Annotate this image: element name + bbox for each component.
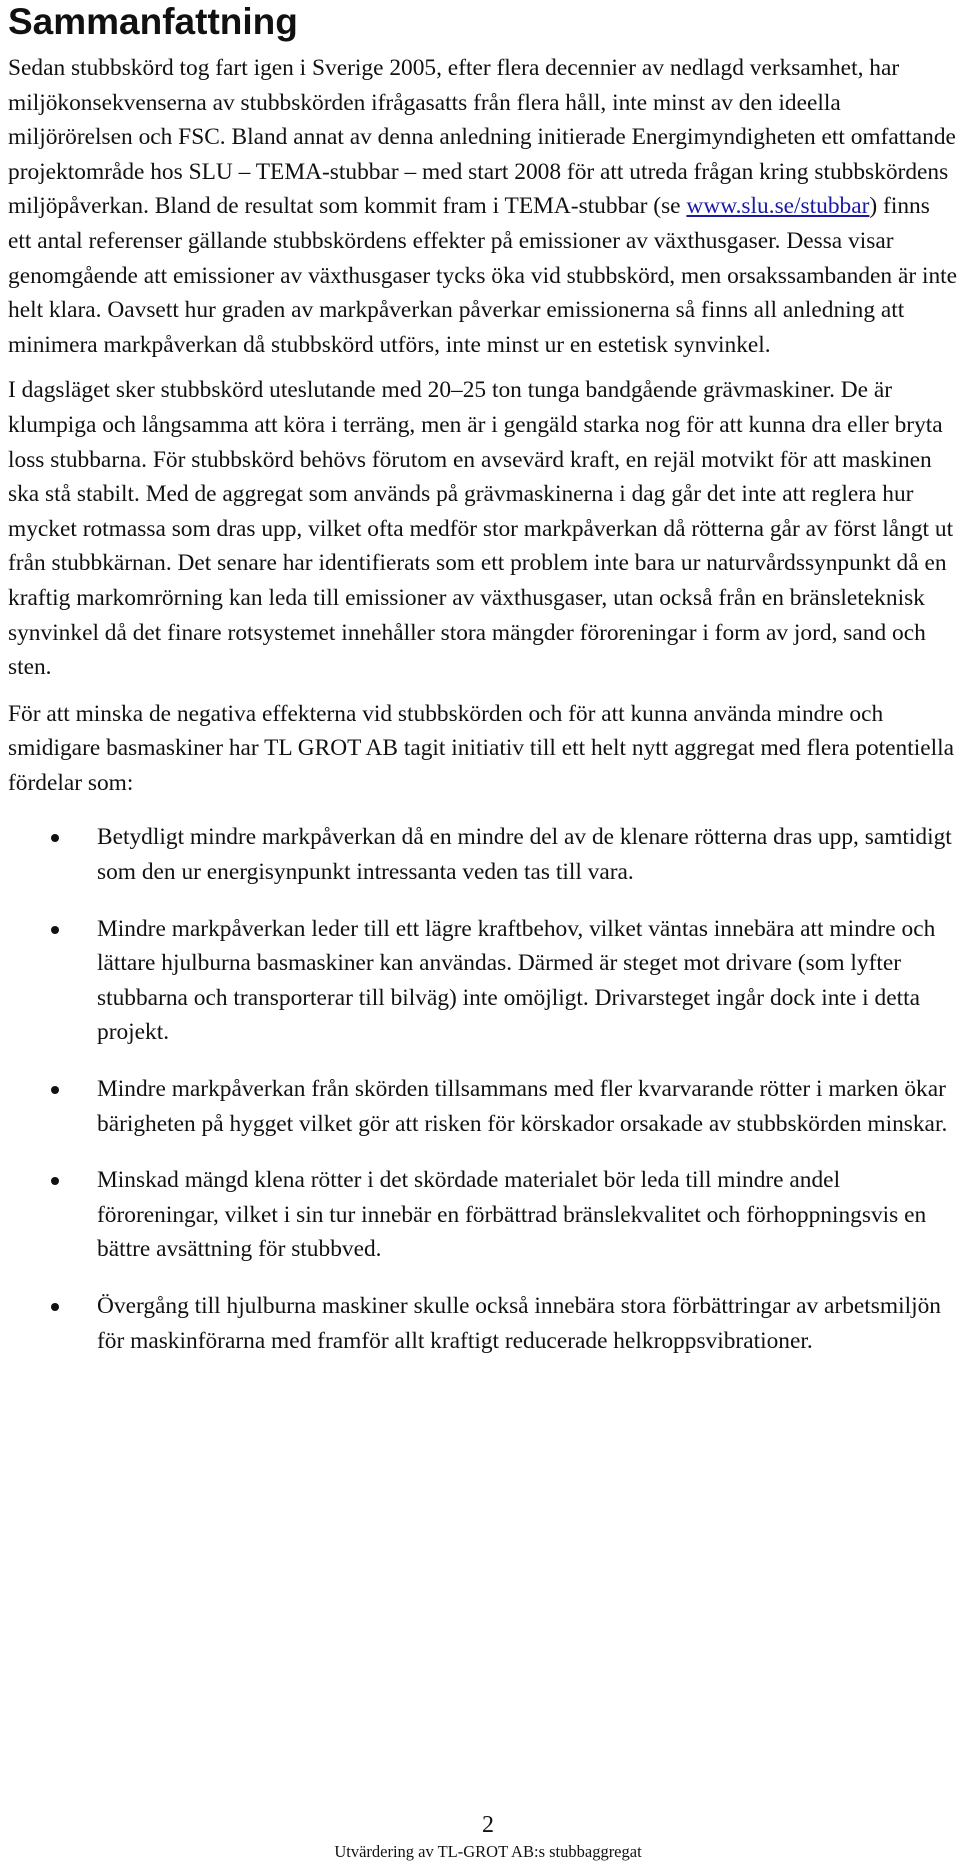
summary-paragraph-2: I dagsläget sker stubbskörd uteslutande med 20–25 ton tunga bandgående grävmaskiner. De är klumpiga och långsamma att köra i terräng, men är i gengäld starka nog för att kunna dra eller bryta loss stubbarna. För stubbskörd behövs förutom en avsevärd kraft, en rejäl motvikt för att maskinen ska stå stabilt. Med de aggregat som används på grävmaskinerna i dag går det inte att reglera hur mycket rotmassa som dras upp, vilket ofta medför stor markpåverkan då rötterna går av först långt ut från stubbkärnan. Det senare har identifierats som ett problem inte bara ur naturvårdssynpunkt då en kraftig markomrörning kan leda till emissioner av växthusgaser, utan också från en bränsleteknisk synvinkel då det finare rotsystemet innehåller stora mängder föroreningar i form av jord, sand och sten. xyxy=(8,377,954,681)
list-item-text: Mindre markpåverkan från skörden tillsammans med fler kvarvarande rötter i marken ökar bärigheten på hygget vilket gör att risken för körskador orsakade av stubbskörden minskar. xyxy=(97,1076,948,1137)
document-page xyxy=(8,0,958,1380)
list-item-text: Minskad mängd klena rötter i det skördade materialet bör leda till mindre andel föroreningar, vilket i sin tur innebär en förbättrad bränslekvalitet och förhoppningsvis en bättre avsättning för stubbved. xyxy=(97,1167,927,1263)
bullet-icon xyxy=(51,834,59,842)
list-item xyxy=(8,1163,958,1267)
summary-paragraph-1 xyxy=(8,51,958,362)
slu-stubbar-link[interactable]: www.slu.se/stubbar xyxy=(686,193,870,220)
list-item xyxy=(8,1072,958,1141)
footer-title: Utvärdering av TL-GROT AB:s stubbaggregat xyxy=(334,1842,642,1861)
advantages-list xyxy=(8,820,958,1358)
list-item-text: Övergång till hjulburna maskiner skulle också innebära stora förbättringar av arbetsmiljön för maskinförarna med framför allt kraftigt reducerade helkroppsvibrationer. xyxy=(97,1293,941,1354)
list-item-text: Mindre markpåverkan leder till ett lägre kraftbehov, vilket väntas innebära att mindre och lättare hjulburna basmaskiner kan användas. Därmed är steget mot drivare (som lyfter stubbarna och transporterar till bilväg) inte omöjligt. Drivarsteget ingår dock inte i detta projekt. xyxy=(97,915,936,1046)
page-title: Sammanfattning xyxy=(8,1,298,42)
paragraph-1-text-end: ) finns ett antal referenser gällande stubbskördens effekter på emissioner av växthusgaser. Dessa visar genomgående att emissioner av växthusgaser tycks öka vid stubbskörd, men orsakssambanden är inte helt klara. Oavsett hur graden av markpåverkan påverkar emissionerna så finns all anledning att minimera markpåverkan då stubbskörd utförs, inte minst ur en estetisk synvinkel. xyxy=(8,193,958,358)
list-item-text: Betydligt mindre markpåverkan då en mindre del av de klenare rötterna dras upp, samtidigt som den ur energisynpunkt intressanta veden tas till vara. xyxy=(97,824,952,886)
bullet-icon xyxy=(51,926,59,934)
list-item xyxy=(8,912,958,1050)
paragraph-1-text-start: Sedan stubbskörd tog fart igen i Sverige 2005, efter flera decennier av nedlagd verksamhet, har miljökonsekvenserna av stubbskörden ifrågasatts från flera håll, inte minst av den ideella miljörörelsen och FSC. Bland annat av denna anledning initierade Energimyndigheten ett omfattande projektområde hos SLU – TEMA-stubbar – med start 2008 för att utreda frågan kring stubbskördens miljöpåverkan. Bland de resultat som kommit fram i TEMA-stubbar (se xyxy=(8,55,956,220)
bullet-icon xyxy=(51,1086,59,1094)
list-item xyxy=(8,820,958,889)
bullet-icon xyxy=(51,1177,59,1185)
bullet-icon xyxy=(51,1303,59,1311)
summary-paragraph-3: För att minska de negativa effekterna vid stubbskörden och för att kunna använda mindre och smidigare basmaskiner har TL GROT AB tagit initiativ till ett helt nytt aggregat med flera potentiella fördelar som: xyxy=(8,700,955,796)
list-item xyxy=(8,1289,958,1358)
page-number: 2 xyxy=(482,1812,494,1838)
